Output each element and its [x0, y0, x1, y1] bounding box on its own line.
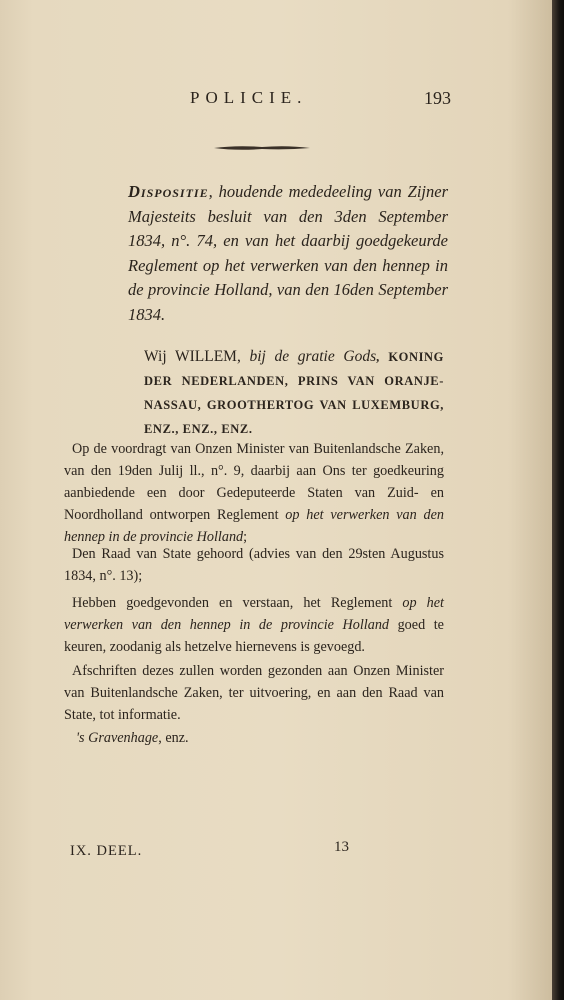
page-edge-shadow	[552, 0, 564, 1000]
royal-title-italic: bij de gratie Gods	[249, 348, 377, 365]
footer-signature-mark: 13	[334, 839, 349, 855]
disposition-lead: Dispositie	[128, 182, 209, 201]
royal-title	[144, 345, 444, 441]
paragraph-decision	[64, 592, 444, 658]
paragraph-council: Den Raad van State gehoord (advies van den 29sten Augustus 1834, n°. 13);	[64, 546, 444, 584]
paragraph-proposal	[64, 438, 444, 548]
paragraph-proposal-italic: op het verwerken van den hennep in de provincie Holland	[64, 507, 444, 545]
page-number: 193	[424, 88, 451, 108]
paragraph-decision-text: Hebben goedgevonden en verstaan, het Reglement	[72, 595, 403, 611]
running-header-title: POLICIE.	[190, 88, 308, 107]
closing-place: 's Gravenhage	[76, 730, 159, 746]
disposition-heading	[128, 180, 448, 327]
paragraph-decision-end: goed te keuren, zoodanig als hetzelve hiernevens is gevoegd.	[64, 617, 444, 655]
paragraph-decision-italic: op het verwerken van den hennep in de provincie Holland	[64, 595, 444, 633]
footer-volume: IX. DEEL.	[70, 843, 143, 859]
disposition-text: , houdende mededeeling van Zijner Majesteits besluit van den 3den September 1834, n°. 74, en van het daarbij goedgekeurde Reglement op het verwerken van den hennep in de provincie Holland, van den 16den September 1834.	[128, 182, 448, 324]
paragraph-proposal-text: Op de voordragt van Onzen Minister van Buitenlandsche Zaken, van den 19den Julij ll., n°. 9, daarbij aan Ons ter goedkeuring aanbiedende een door Gedeputeerde Staten van Zuid- en Noordholland ontworpen Reglement	[64, 441, 444, 523]
paragraph-copies: Afschriften dezes zullen worden gezonden aan Onzen Minister van Buitenlandsche Zaken, ter uitvoering, en aan den Raad van State, tot informatie.	[64, 663, 444, 723]
closing-line	[76, 730, 189, 747]
royal-title-lead: Wij WILLEM,	[144, 348, 241, 365]
paragraph-proposal-end: ;	[243, 529, 248, 545]
royal-title-rest: , KONING DER NEDERLANDEN, PRINS VAN ORANJE-NASSAU, GROOTHERTOG VAN LUXEMBURG, ENZ., ENZ., ENZ.	[144, 350, 445, 436]
ornament-rule-icon	[212, 144, 312, 152]
closing-rest: , enz.	[158, 730, 189, 746]
